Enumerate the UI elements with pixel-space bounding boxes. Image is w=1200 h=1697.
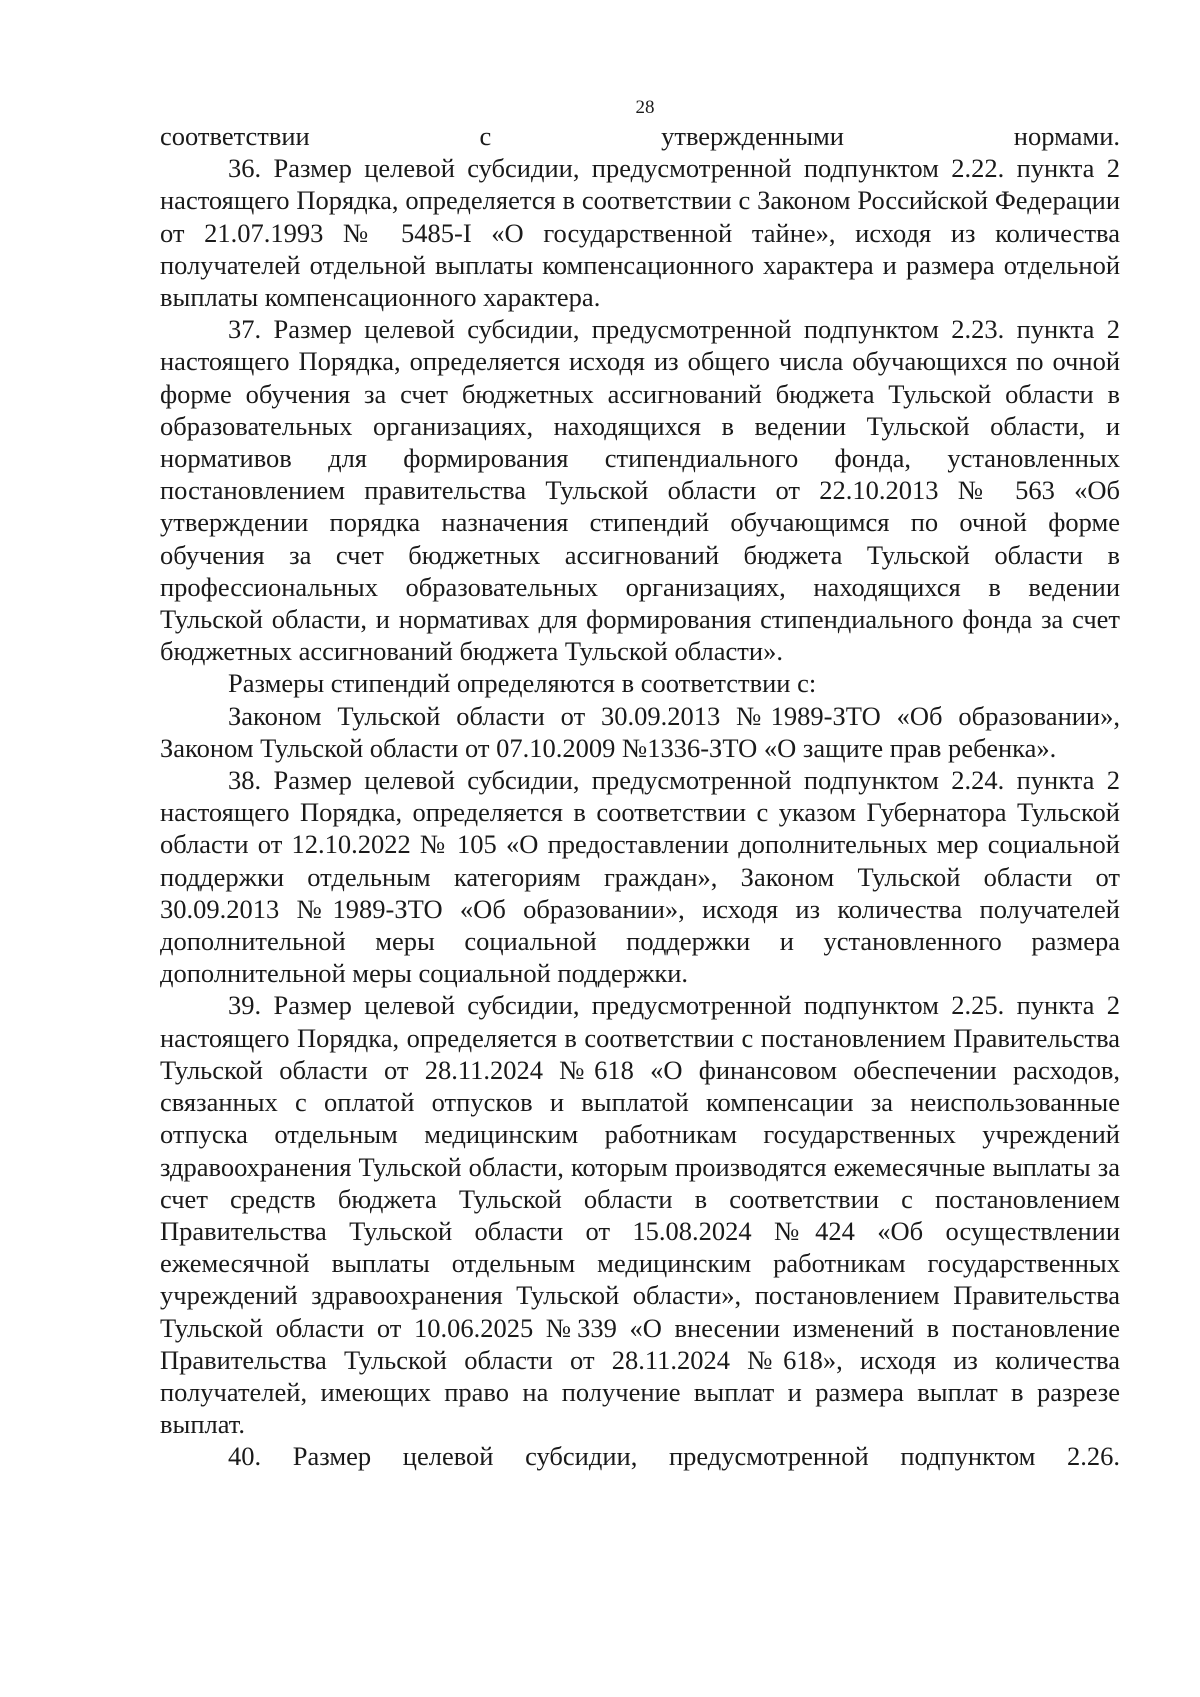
paragraph-40: 40. Размер целевой субсидии, предусмотренной подпунктом 2.26. [228,1441,1120,1472]
paragraph-37: 37. Размер целевой субсидии, предусмотренной подпунктом 2.23. пункта 2 настоящего Порядка, определяется исходя из общего числа обучающихся по очной форме обучения за счет бюджетных ассигнований бюджета Тульской области в образовательных организациях, находящихся в ведении Тульской области, и нормативов для формирования стипендиального фонда, установленных постановлением правительства Тульской области от 22.10.2013 № 563 «Об утверждении порядка назначения стипендий обучающимся по очной форме обучения за счет бюджетных ассигнований бюджета Тульской области в профессиональных образовательных организациях, находящихся в ведении Тульской области, и нормативах для формирования стипендиального фонда за счет бюджетных ассигнований бюджета Тульской области». [160,314,1120,667]
paragraph-laws: Законом Тульской области от 30.09.2013 №1989-ЗТО «Об образовании», Законом Тульской области от 07.10.2009 №1336-ЗТО «О защите прав ребенка». [160,700,1120,763]
paragraph-38: 38. Размер целевой субсидии, предусмотренной подпунктом 2.24. пункта 2 настоящего Порядка, определяется в соответствии с указом Губернатора Тульской области от 12.10.2022 № 105 «О предоставлении дополнительных мер социальной поддержки отдельным категориям граждан», Законом Тульской области от 30.09.2013 №1989-ЗТО «Об образовании», исходя из количества получателей дополнительной меры социальной поддержки и установленного размера дополнительной меры социальной поддержки. [160,765,1120,989]
paragraph-continuation: соответствии с утвержденными нормами. [160,121,1120,151]
paragraph-39: 39. Размер целевой субсидии, предусмотренной подпунктом 2.25. пункта 2 настоящего Порядка, определяется в соответствии с постановлением Правительства Тульской области от 28.11.2024 №618 «О финансовом обеспечении расходов, связанных с оплатой отпусков и выплатой компенсации за неиспользованные отпуска отдельным медицинским работникам государственных учреждений здравоохранения Тульской области, которым производятся ежемесячные выплаты за счет средств бюджета Тульской области в соответствии с постановлением Правительства Тульской области от 15.08.2024 №424 «Об осуществлении ежемесячной выплаты отдельным медицинским работникам государственных учреждений здравоохранения Тульской области», постановлением Правительства Тульской области от 10.06.2025 №339 «О внесении изменений в постановление Правительства Тульской области от 28.11.2024 №618», исходя из количества получателей, имеющих право на получение выплат и размера выплат в разрезе выплат. [160,990,1120,1440]
paragraph-stipend-sizes: Размеры стипендий определяются в соответствии с: [228,668,817,699]
document-body [160,120,1120,1473]
page-number: 28 [635,97,655,118]
paragraph-36: 36. Размер целевой субсидии, предусмотренной подпунктом 2.22. пункта 2 настоящего Порядка, определяется в соответствии с Законом Российской Федерации от 21.07.1993 № 5485-I «О государственной тайне», исходя из количества получателей отдельной выплаты компенсационного характера и размера отдельной выплаты компенсационного характера. [160,153,1120,313]
